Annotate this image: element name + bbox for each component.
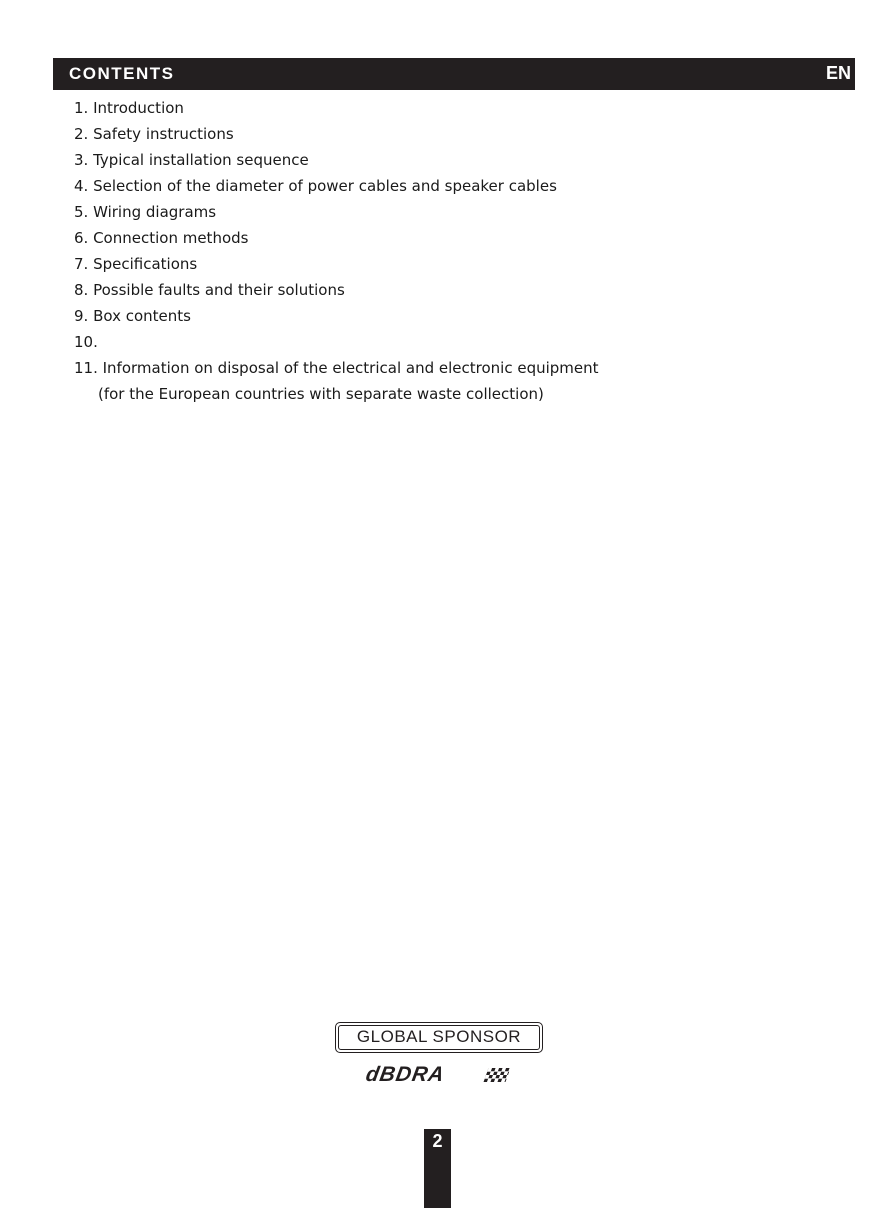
language-code: EN	[825, 63, 851, 83]
page-number-tab	[424, 1129, 451, 1208]
global-sponsor-label: GLOBAL SPONSOR	[338, 1025, 540, 1050]
toc-item-cable-diameter[interactable]: 4. Selection of the diameter of power cables and speaker cables	[74, 177, 557, 195]
section-title: CONTENTS	[69, 64, 175, 83]
toc-item-faults-solutions[interactable]: 8. Possible faults and their solutions	[74, 281, 345, 299]
table-of-contents	[74, 97, 774, 409]
toc-item-safety-instructions[interactable]: 2. Safety instructions	[74, 125, 234, 143]
toc-item-connection-methods[interactable]: 6. Connection methods	[74, 229, 249, 247]
dbdra-logo	[364, 1063, 511, 1086]
toc-item-disposal-continuation: (for the European countries with separate waste collection)	[98, 385, 544, 403]
toc-item-wiring-diagrams[interactable]: 5. Wiring diagrams	[74, 203, 217, 221]
toc-item-box-contents[interactable]: 9. Box contents	[74, 307, 191, 325]
checkered-flag-icon	[483, 1068, 510, 1082]
dbdra-logo-text: dBDRA	[364, 1063, 447, 1086]
global-sponsor-badge	[335, 1022, 543, 1053]
toc-item-disposal-information[interactable]: 11. Information on disposal of the electrical and electronic equipment	[74, 359, 599, 377]
toc-item-10[interactable]: 10.	[74, 333, 98, 351]
toc-item-specifications[interactable]: 7. Specifications	[74, 255, 198, 273]
toc-item-installation-sequence[interactable]: 3. Typical installation sequence	[74, 151, 309, 169]
toc-item-introduction[interactable]: 1. Introduction	[74, 99, 184, 117]
section-header-bar	[53, 58, 855, 90]
page-number: 2	[432, 1131, 443, 1151]
